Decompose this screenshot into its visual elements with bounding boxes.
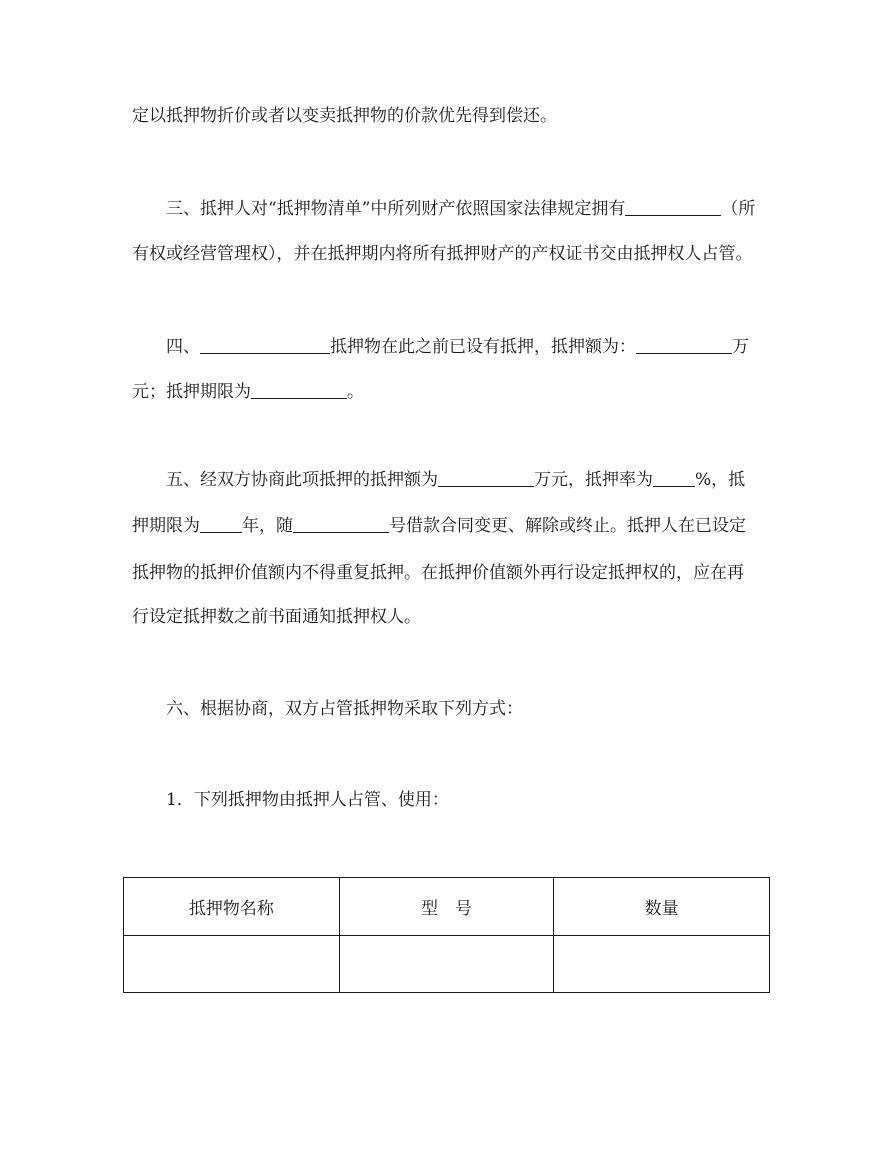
- table-cell[interactable]: [554, 936, 770, 993]
- table-header-cell: 数量: [554, 878, 770, 936]
- clause-3-line-1: [166, 197, 806, 221]
- clause-5-line-3: [132, 561, 772, 585]
- pledge-items-table: [123, 877, 770, 993]
- clause-6-line-1: [166, 697, 806, 721]
- fill-in-blank[interactable]: [438, 468, 534, 487]
- table-cell[interactable]: [124, 936, 340, 993]
- text-segment: 行设定抵押数之前书面通知抵押权人。: [132, 607, 421, 627]
- table-cell[interactable]: [339, 936, 554, 993]
- text-segment: 有权或经营管理权），并在抵押期内将所有抵押财产的产权证书交由抵押权人占管。: [132, 244, 753, 264]
- text-segment: 万: [732, 337, 749, 357]
- fill-in-blank[interactable]: [636, 335, 732, 354]
- item-1-line-1: [166, 788, 806, 812]
- text-segment: （所: [721, 199, 756, 219]
- text-segment: 三、抵押人对“抵押物清单”中所列财产依照国家法律规定拥有: [166, 199, 626, 219]
- text-segment: 六、根据协商，双方占管抵押物采取下列方式：: [166, 699, 523, 719]
- fill-in-blank[interactable]: [653, 468, 695, 487]
- fill-in-blank[interactable]: [251, 380, 347, 399]
- text-segment: 五、经双方协商此项抵押的抵押额为: [166, 470, 438, 490]
- text-segment: 万元，抵押率为: [534, 470, 653, 490]
- table-row: [124, 936, 770, 993]
- text-segment: 年，随: [242, 516, 293, 536]
- text-segment: 押期限为: [132, 516, 200, 536]
- fill-in-blank[interactable]: [625, 197, 721, 216]
- clause-5-line-1: [166, 468, 806, 492]
- fill-in-blank[interactable]: [200, 514, 242, 533]
- text-segment: 。: [347, 382, 364, 402]
- text-segment: 号借款合同变更、解除或终止。抵押人在已设定: [389, 516, 746, 536]
- clause-4-line-2: [132, 380, 772, 404]
- clause-5-line-2: [132, 514, 772, 538]
- clause-3-line-2: [132, 242, 772, 266]
- text-segment: %，抵: [695, 470, 746, 490]
- text-segment: 元；抵押期限为: [132, 382, 251, 402]
- text-segment: 四、: [166, 337, 200, 357]
- fill-in-blank[interactable]: [200, 335, 330, 354]
- fill-in-blank[interactable]: [293, 514, 389, 533]
- clause-5-line-4: [132, 605, 772, 629]
- table-header-cell: 型 号: [339, 878, 554, 936]
- table-header-cell: 抵押物名称: [124, 878, 340, 936]
- text-segment: 1．下列抵押物由抵押人占管、使用：: [166, 790, 449, 810]
- clause-4-line-1: [166, 335, 806, 359]
- paragraph-continuation: [132, 104, 772, 128]
- text-segment: 定以抵押物折价或者以变卖抵押物的价款优先得到偿还。: [132, 106, 557, 126]
- text-segment: 抵押物在此之前已设有抵押，抵押额为：: [330, 337, 636, 357]
- text-segment: 抵押物的抵押价值额内不得重复抵押。在抵押价值额外再行设定抵押权的，应在再: [132, 563, 744, 583]
- table-header-row: [124, 878, 770, 936]
